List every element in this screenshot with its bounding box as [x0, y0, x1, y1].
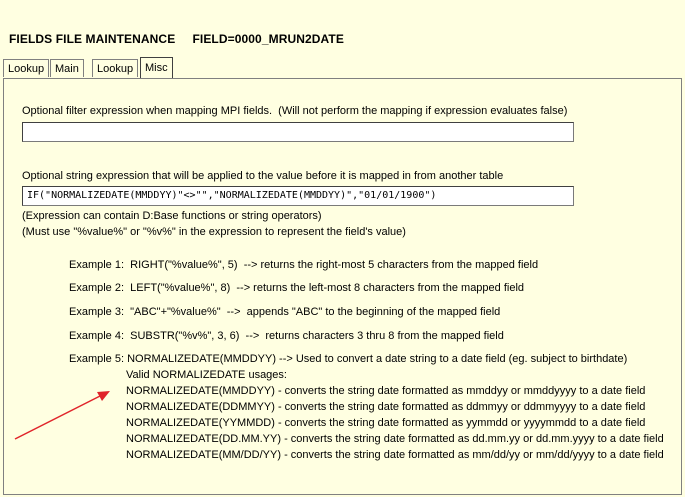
example-3: Example 3: "ABC"+"%value%" --> appends "ABC" to the beginning of the mapped field	[69, 306, 501, 318]
string-expression-input[interactable]: IF("NORMALIZEDATE(MMDDYY)"<>"","NORMALIZEDATE(MMDDYY)","01/01/1900")	[22, 186, 574, 206]
tab-misc[interactable]: Misc	[140, 57, 173, 78]
note-functions: (Expression can contain D:Base functions or string operators)	[22, 210, 322, 222]
usage-yymmdd: NORMALIZEDATE(YYMMDD) - converts the string date formatted as yymmdd or yyyymmdd to a date field	[126, 417, 646, 429]
tab-lookup-1[interactable]: Lookup	[3, 59, 49, 77]
tab-main[interactable]: Main	[50, 59, 84, 77]
usage-ddmmyy: NORMALIZEDATE(DDMMYY) - converts the string date formatted as ddmmyy or ddmmyyyy to a date field	[126, 401, 646, 413]
tab-lookup-2[interactable]: Lookup	[92, 59, 138, 77]
example-5: Example 5: NORMALIZEDATE(MMDDYY) --> Used to convert a date string to a date field (eg. subject to birthdate)	[69, 353, 628, 365]
example-1: Example 1: RIGHT("%value%", 5) --> returns the right-most 5 characters from the mapped field	[69, 259, 539, 271]
filter-label: Optional filter expression when mapping MPI fields. (Will not perform the mapping if expression evaluates false)	[22, 105, 568, 117]
usages-title: Valid NORMALIZEDATE usages:	[126, 369, 287, 381]
usage-dd-mm-yy: NORMALIZEDATE(DD.MM.YY) - converts the string date formatted as dd.mm.yy or dd.mm.yyyy to a date field	[126, 433, 664, 445]
usage-mmddyy: NORMALIZEDATE(MMDDYY) - converts the string date formatted as mmddyy or mmddyyyy to a date field	[126, 385, 646, 397]
string-expression-label: Optional string expression that will be applied to the value before it is mapped in from another table	[22, 170, 504, 182]
note-value-placeholder: (Must use "%value%" or "%v%" in the expression to represent the field's value)	[22, 226, 406, 238]
example-4: Example 4: SUBSTR("%v%", 3, 6) --> returns characters 3 thru 8 from the mapped field	[69, 330, 504, 342]
window-title: FIELDS FILE MAINTENANCE FIELD=0000_MRUN2DATE	[9, 32, 344, 46]
example-2: Example 2: LEFT("%value%", 8) --> returns the left-most 8 characters from the mapped field	[69, 282, 525, 294]
usage-mm-dd-yy: NORMALIZEDATE(MM/DD/YY) - converts the string date formatted as mm/dd/yy or mm/dd/yyyy to a date field	[126, 449, 664, 461]
